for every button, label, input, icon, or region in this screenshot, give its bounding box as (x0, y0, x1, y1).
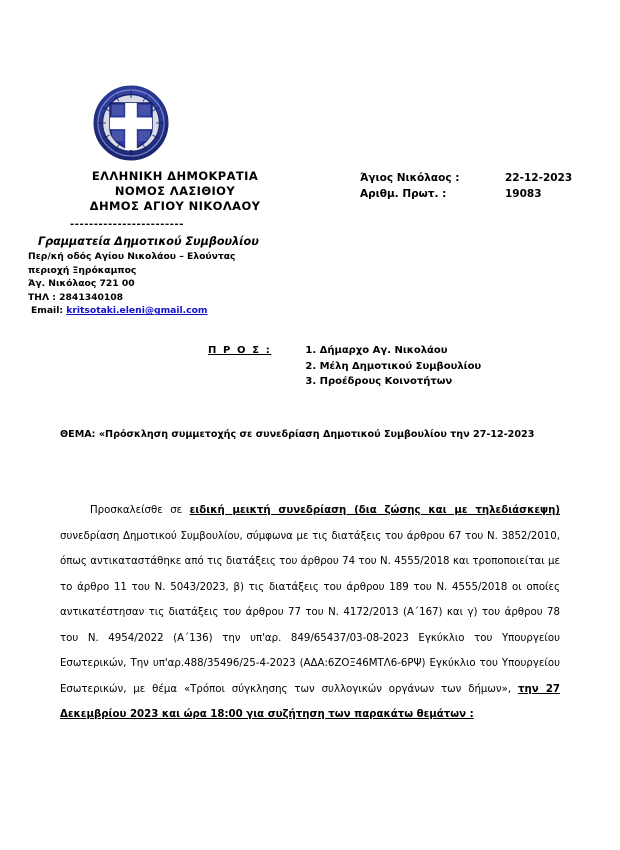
email-label: Email: (31, 305, 64, 317)
secretariat-email-row (28, 304, 328, 318)
authority-header (40, 169, 310, 214)
body-emphasis-2: την 27 Δεκεμβρίου 2023 και ώρα 18:00 για συζήτηση των παρακάτω θεμάτων : (60, 683, 560, 720)
protocol-label: Αριθμ. Πρωτ. : (360, 188, 447, 200)
document-meta (360, 170, 580, 202)
secretariat-phone: ΤΗΛ : 2841340108 (28, 291, 124, 303)
secretariat-block (28, 234, 328, 318)
secretariat-address-2: περιοχή Ξηρόκαμπος (28, 264, 137, 276)
secretariat-address-1: Περ/κή οδός Αγίου Νικολάου – Ελούντας (28, 251, 236, 262)
recipients-label: Π Ρ Ο Σ : (208, 345, 272, 356)
protocol-row (360, 186, 580, 202)
recipient-item-3: 3. Προέδρους Κοινοτήτων (305, 376, 453, 387)
subject-line: ΘΕΜΑ: «Πρόσκληση συμμετοχής σε συνεδρίαση Δημοτικού Συμβουλίου την 27-12-2023 (60, 429, 535, 440)
recipients-list (305, 343, 481, 390)
body-segment-1: Προσκαλείσθε σε (90, 505, 190, 516)
dashed-separator: ------------------------ (70, 219, 185, 230)
authority-line-1: ΕΛΛΗΝΙΚΗ ΔΗΜΟΚΡΑΤΙΑ (91, 169, 259, 183)
authority-line-2: ΝΟΜΟΣ ΛΑΣΙΘΙΟΥ (114, 184, 236, 198)
secretariat-title: Γραμματεία Δημοτικού Συμβουλίου (38, 235, 259, 248)
greek-coat-of-arms-emblem (92, 84, 170, 162)
recipient-item-1: 1. Δήμαρχο Αγ. Νικολάου (305, 345, 448, 356)
body-emphasis-1: ειδική μεικτή συνεδρίαση (δια ζώσης και με τηλεδιάσκεψη) (189, 505, 561, 516)
body-segment-2: συνεδρίαση Δημοτικού Συμβουλίου, σύμφωνα με τις διατάξεις του άρθρου 67 του Ν. 3852/2010, όπως αντικαταστάθηκε από τις διατάξεις του άρθρου 74 του Ν. 4555/2018 και τροποποιείται με το άρθρο 11 του Ν. 5043/2023, β) τις διατάξεις του άρθρου 189 του Ν. 4555/2018 οι οποίες αντικατέστησαν τις διατάξεις του άρθρου 77 του Ν. 4172/2013 (Α΄167) και γ) του άρθρου 78 του Ν. 4954/2022 (Α΄136) την υπ'αρ. 849/65437/03-08-2023 Εγκύκλιο του Υπουργείου Εσωτερικών, Την υπ'αρ.488/35496/25-4-2023 (ΑΔΑ:6ΖΟΞ46ΜΤΛ6-6ΡΨ) Εγκύκλιο του Υπουργείου Εσωτερικών, με θέμα «Τρόποι σύγκλησης των συλλογικών οργάνων των δήμων», (60, 530, 560, 695)
place-date-value: 22-12-2023 (505, 172, 573, 184)
secretariat-address-3: Άγ. Νικόλαος 721 00 (28, 278, 135, 290)
recipient-item-2: 2. Μέλη Δημοτικού Συμβουλίου (305, 360, 482, 372)
protocol-number: 19083 (505, 188, 542, 200)
body-paragraph (60, 498, 560, 728)
place-label: Άγιος Νικόλαος : (360, 172, 460, 184)
place-date-row (360, 170, 580, 186)
email-link[interactable]: kritsotaki.eleni@gmail.com (66, 305, 208, 317)
authority-line-3: ΔΗΜΟΣ ΑΓΙΟΥ ΝΙΚΟΛΑΟΥ (89, 199, 261, 213)
recipients-block (208, 343, 481, 390)
